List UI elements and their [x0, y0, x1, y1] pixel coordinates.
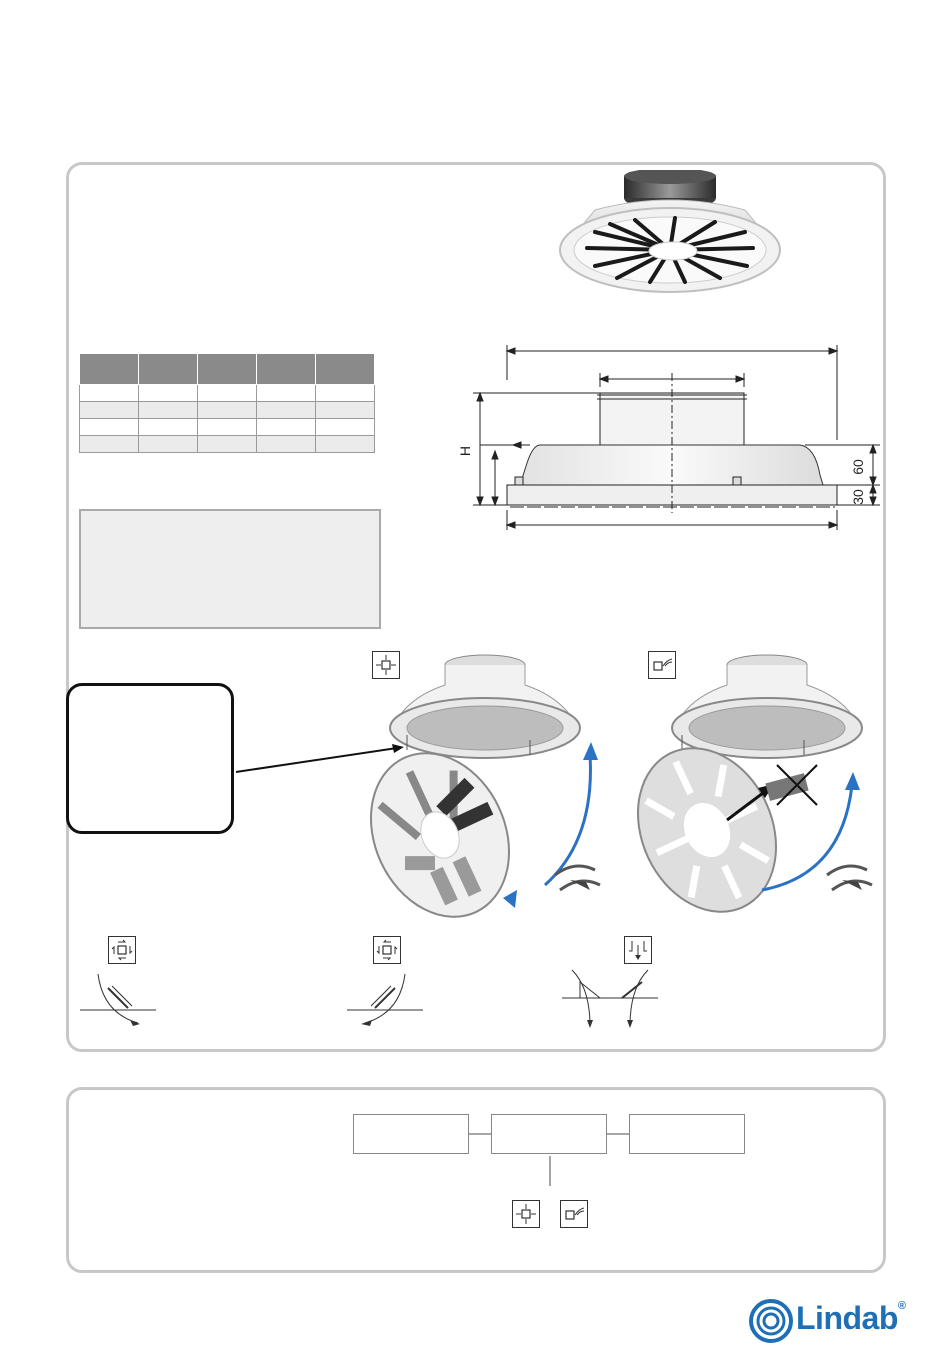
brand-name-text: Lindab	[796, 1300, 898, 1336]
rotate-counterclockwise-icon	[373, 936, 401, 964]
table-header-row	[80, 354, 375, 385]
brand-name	[796, 1300, 905, 1337]
notes-box	[79, 509, 381, 629]
callout-box	[66, 683, 234, 834]
installation-illustration-left	[355, 650, 625, 925]
vertical-airflow-icon	[624, 936, 652, 964]
four-way-airflow-icon	[512, 1200, 540, 1228]
airflow-diagram-right-throw	[78, 968, 158, 1030]
installation-illustration-right	[632, 650, 882, 925]
airflow-diagram-vertical	[560, 968, 660, 1030]
rotate-clockwise-icon	[108, 936, 136, 964]
diffuser-product-image	[555, 170, 855, 300]
lower-dimension-label: 30	[849, 489, 866, 505]
table-row	[80, 419, 375, 436]
lindab-logo-icon	[748, 1298, 794, 1344]
table-row	[80, 436, 375, 453]
table-row	[80, 402, 375, 419]
order-code-box-1	[353, 1114, 469, 1154]
order-code-box-3	[629, 1114, 745, 1154]
airflow-diagram-left-throw	[345, 968, 425, 1030]
brand-registered-mark: ®	[897, 1300, 906, 1312]
dimension-drawing	[455, 335, 885, 535]
height-dimension-label: H	[457, 445, 474, 457]
dimension-table	[79, 353, 375, 453]
table-row	[80, 385, 375, 402]
swirl-airflow-icon	[560, 1200, 588, 1228]
order-code-connectors	[469, 1130, 639, 1190]
upper-dimension-label: 60	[849, 459, 866, 475]
